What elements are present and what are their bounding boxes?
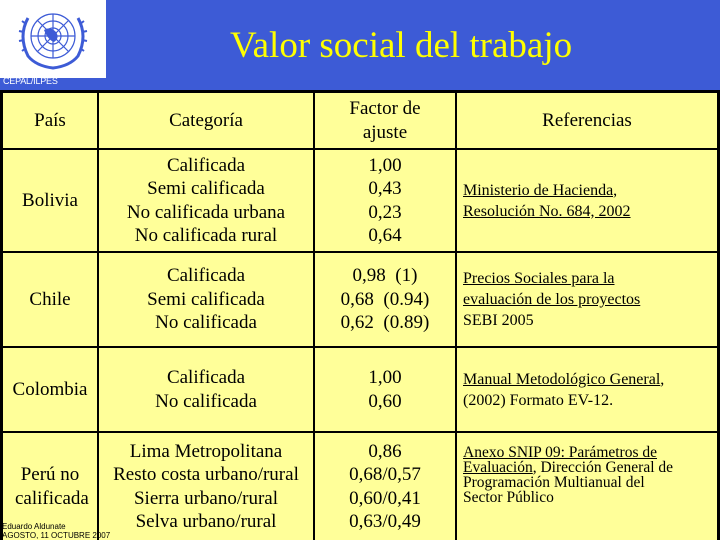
factors-peru: 0,86 0,68/0,57 0,60/0,41 0,63/0,49: [349, 440, 421, 532]
logo-panel: [0, 0, 106, 78]
reference-bolivia: [457, 150, 717, 251]
categories-bolivia: Calificada Semi calificada No calificada urbana No calificada rural: [126, 154, 286, 246]
reference-link[interactable]: Evaluación: [463, 459, 533, 476]
reference-link[interactable]: Anexo SNIP 09: Parámetros de: [463, 444, 658, 461]
categories-peru: Lima Metropolitana Resto costa urbano/rural Sierra urbano/rural Selva urbano/rural: [113, 440, 299, 532]
categories-chile: Calificada Semi calificada No calificada: [147, 265, 265, 334]
reference-link[interactable]: Manual Metodológico General: [463, 370, 661, 388]
reference-link[interactable]: evaluación de los proyectos: [463, 291, 641, 308]
country-bolivia: Bolivia: [22, 189, 78, 211]
header-factor: Factor de ajuste: [349, 98, 421, 143]
country-peru: Perú no calificada: [15, 464, 89, 509]
reference-chile: Precios Sociales para la evaluación de los proyectos SEBI 2005: [463, 270, 641, 329]
header-category: Categoría: [169, 109, 243, 131]
reference-colombia: Manual Metodológico General, (2002) Formato EV-12.: [463, 370, 665, 409]
un-emblem-logo: [8, 2, 98, 74]
categories-colombia: Calificada No calificada: [155, 367, 257, 412]
reference-peru: Anexo SNIP 09: Parámetros de Evaluación, Dirección General de Programación Multianual del Sector Público: [463, 444, 674, 506]
factors-chile: 0,98 (1) 0,68 (0.94) 0,62 (0.89): [340, 265, 430, 334]
reference-link[interactable]: Precios Sociales para la: [463, 270, 615, 287]
header-country: País: [34, 109, 66, 131]
header-references: Referencias: [542, 109, 632, 131]
author-credit: Eduardo Aldunate AGOSTO, 11 OCTUBRE 2007: [2, 522, 111, 540]
title-banner: [0, 0, 720, 90]
factors-bolivia: 1,00 0,43 0,23 0,64: [368, 154, 402, 246]
data-table: [0, 90, 720, 540]
country-colombia: Colombia: [12, 378, 88, 400]
country-chile: Chile: [29, 288, 71, 310]
reference-link[interactable]: Ministerio de Hacienda,: [463, 181, 618, 199]
organization-label: CEPAL/ILPES: [3, 76, 58, 86]
page-title: Valor social del trabajo: [230, 25, 573, 66]
reference-link[interactable]: Resolución No. 684, 2002: [463, 202, 631, 220]
factors-colombia: 1,00 0,60: [368, 367, 402, 412]
